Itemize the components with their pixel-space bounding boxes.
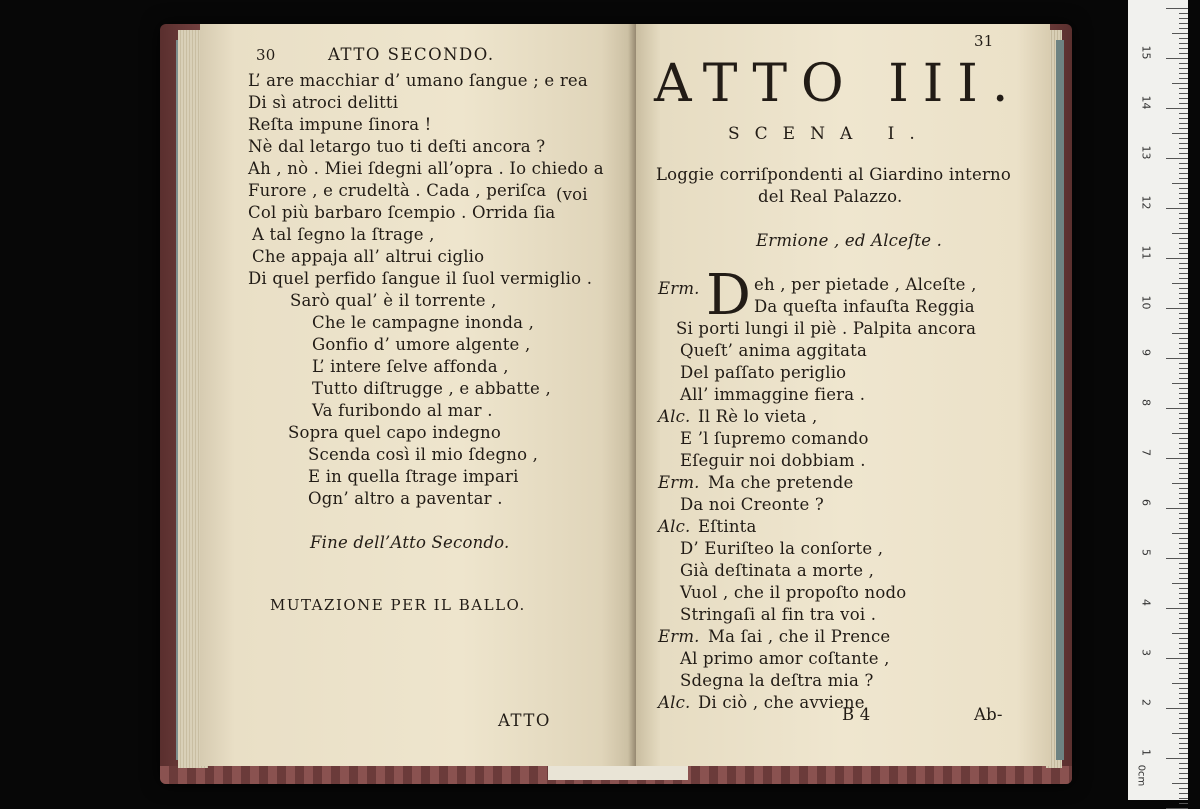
right-page-number: 31 [974,32,994,50]
dialogue-line: Vuol , che il propoſto nodo [680,583,907,602]
ruler-tick [1179,518,1188,519]
ruler-tick [1179,548,1188,549]
ruler-tick [1179,678,1188,679]
ruler-tick [1179,713,1188,714]
ruler-tick [1179,418,1188,419]
catchword: ATTO [498,711,551,730]
ruler-unit: 0cm [1135,764,1147,787]
ruler-tick [1179,413,1188,414]
right-page [636,24,1050,766]
aria-line: Tutto diſtrugge , e abbatte , [312,379,551,398]
ruler-number: 7 [1139,449,1153,456]
ruler-tick [1179,673,1188,674]
aria-line: Sarò qual’ è il torrente , [290,291,497,310]
dialogue-line: Di ciò , che avviene [698,693,865,712]
ruler-tick [1179,493,1188,494]
ruler-tick [1179,363,1188,364]
dialogue-line: E ’l ſupremo comando [680,429,869,448]
verse-line: Nè dal letargo tuo ti deſti ancora ? [248,137,546,156]
ruler-tick [1179,313,1188,314]
ruler-tick [1172,383,1188,384]
ruler-tick [1179,703,1188,704]
ruler-tick [1179,293,1188,294]
ruler-tick [1166,408,1188,409]
ruler-tick [1179,63,1188,64]
ruler-tick [1179,188,1188,189]
verse-line: L’ are macchiar d’ umano ſangue ; e rea [248,71,588,90]
ruler-tick [1179,248,1188,249]
ruler-tick [1179,73,1188,74]
dialogue-line: Il Rè lo vieta , [698,407,818,426]
verse-line: Che appaja all’ altrui ciglio [252,247,485,266]
ruler-tick [1179,288,1188,289]
characters-line: Ermione , ed Alceſte . [756,231,943,250]
ruler-tick [1179,298,1188,299]
ruler-tick [1179,513,1188,514]
ruler-tick [1179,423,1188,424]
ruler-tick [1179,198,1188,199]
ruler-tick [1179,173,1188,174]
scene-heading: SCENA I. [728,124,930,144]
ruler-number: 1 [1139,749,1153,756]
ruler-tick [1179,143,1188,144]
ruler-tick [1179,603,1188,604]
ruler-tick [1179,203,1188,204]
ruler-tick [1179,123,1188,124]
ruler-tick [1179,273,1188,274]
ruler-tick [1179,448,1188,449]
left-page-number: 30 [256,46,276,64]
ruler-tick [1166,458,1188,459]
verse-line: Ah , nò . Miei ſdegni all’opra . Io chiedo a [248,159,604,178]
ruler-tick [1179,668,1188,669]
ruler-tick [1179,148,1188,149]
aria-line: Che le campagne inonda , [312,313,535,332]
ruler-tick [1179,623,1188,624]
ruler-tick [1179,588,1188,589]
ruler-tick [1179,543,1188,544]
aria-line: Sopra quel capo indegno [288,423,502,442]
speaker-label: Erm. [658,473,700,492]
ruler-tick [1172,783,1188,784]
ruler-tick [1172,333,1188,334]
ruler-tick [1179,568,1188,569]
ruler-tick [1166,658,1188,659]
ruler-tick [1166,258,1188,259]
speaker-label: Alc. [658,407,691,426]
ruler-tick [1179,503,1188,504]
ruler-tick [1179,523,1188,524]
spine-label-strip [548,764,688,780]
ruler-tick [1179,498,1188,499]
ruler-tick [1179,443,1188,444]
ruler-tick [1179,738,1188,739]
verse-line: Col più barbaro ſcempio . Orrida ſia [248,203,556,222]
drop-capital: D [706,263,751,328]
ruler-number: 14 [1139,95,1153,110]
signature-mark: B 4 [842,705,871,724]
ruler-tick [1179,648,1188,649]
ruler-number: 10 [1139,295,1153,310]
ruler-tick [1179,193,1188,194]
ruler-tick [1179,553,1188,554]
ruler-tick [1179,168,1188,169]
ruler-tick [1166,608,1188,609]
ruler-tick [1179,438,1188,439]
ruler-tick [1179,593,1188,594]
aria-line: Ogn’ altro a paventar . [308,489,503,508]
ruler-number: 6 [1139,499,1153,506]
ruler-tick [1179,253,1188,254]
ruler-tick [1179,463,1188,464]
ruler-tick [1172,33,1188,34]
ruler-tick [1172,183,1188,184]
verse-line: A tal ſegno la ſtrage , [252,225,435,244]
ruler-tick [1179,238,1188,239]
ruler-tick [1179,223,1188,224]
ruler-tick [1179,278,1188,279]
verse-line: Reſta impune ſinora ! [248,115,432,134]
ruler-tick [1179,348,1188,349]
ruler-number: 3 [1139,649,1153,656]
verse-line: Di quel perfido ſangue il ſuol vermiglio . [248,269,593,288]
dialogue-line: Queſt’ anima aggitata [680,341,867,360]
ruler-tick [1179,213,1188,214]
ruler-tick [1179,728,1188,729]
ruler-tick [1166,708,1188,709]
ruler-tick [1179,218,1188,219]
ruler-tick [1179,28,1188,29]
ruler-tick [1172,583,1188,584]
ruler-tick [1179,773,1188,774]
ruler-tick [1179,138,1188,139]
speaker-label: Erm. [658,627,700,646]
ruler-tick [1172,283,1188,284]
ruler-tick [1179,428,1188,429]
ruler-tick [1179,563,1188,564]
ruler-tick [1166,358,1188,359]
ruler-tick [1179,343,1188,344]
ruler-tick [1179,388,1188,389]
ruler-tick [1179,48,1188,49]
ruler-tick [1179,128,1188,129]
ruler-tick [1179,798,1188,799]
ruler-tick [1166,208,1188,209]
verse-turnover: (voi [556,185,588,204]
ruler-tick [1179,318,1188,319]
ruler-number: 5 [1139,549,1153,556]
ruler-tick [1179,768,1188,769]
ruler-tick [1179,328,1188,329]
ruler-tick [1179,638,1188,639]
ruler-tick [1172,633,1188,634]
scene-change-heading: MUTAZIONE PER IL BALLO. [270,596,526,614]
ruler-tick [1179,688,1188,689]
aria-line: Gonfio d’ umore algente , [312,335,531,354]
act-title: ATTO III. [654,54,1023,114]
dialogue-line: Si porti lungi il piè . Palpita ancora [676,319,977,338]
ruler-tick [1179,573,1188,574]
aria-line: Va furibondo al mar . [312,401,493,420]
ruler-tick [1166,508,1188,509]
ruler-number: 2 [1139,699,1153,706]
ruler-tick [1179,373,1188,374]
ruler-tick [1179,528,1188,529]
ruler-tick [1179,643,1188,644]
ruler-tick [1179,353,1188,354]
ruler-tick [1179,393,1188,394]
ruler-tick [1179,748,1188,749]
ruler-tick [1172,683,1188,684]
verse-line: Di sì atroci delitti [248,93,399,112]
ruler-tick [1179,693,1188,694]
ruler-tick [1179,723,1188,724]
dialogue-line: D’ Euriſteo la conſorte , [680,539,884,558]
aria-line: E in quella ſtrage impari [308,467,519,486]
speaker-label: Alc. [658,517,691,536]
ruler-tick [1179,303,1188,304]
ruler-tick [1166,558,1188,559]
dialogue-line: Al primo amor coſtante , [680,649,890,668]
ruler-tick [1179,613,1188,614]
ruler-tick [1179,598,1188,599]
ruler-tick [1179,93,1188,94]
ruler-tick [1179,788,1188,789]
ruler-number: 8 [1139,399,1153,406]
ruler-tick [1179,98,1188,99]
ruler-tick [1179,118,1188,119]
aria-line: Scenda così il mio ſdegno , [308,445,539,464]
dialogue-line: Eſeguir noi dobbiam . [680,451,866,470]
ruler-tick [1179,178,1188,179]
ruler-tick [1166,58,1188,59]
ruler-tick [1179,243,1188,244]
ruler-number: 13 [1139,145,1153,160]
catchword: Ab- [974,705,1003,724]
dialogue-line: All’ immaggine fiera . [680,385,866,404]
ruler-tick [1179,468,1188,469]
verse-line: Furore , e crudeltà . Cada , periſca [248,181,547,200]
ruler-tick [1179,153,1188,154]
dialogue-line: Da queſta infauſta Reggia [754,297,975,316]
ruler-tick [1172,533,1188,534]
dialogue-line: Da noi Creonte ? [680,495,824,514]
ruler-tick [1172,233,1188,234]
ruler-tick [1179,718,1188,719]
ruler-tick [1179,403,1188,404]
ruler-tick [1179,323,1188,324]
dialogue-line: Stringaſi al fin tra voi . [680,605,877,624]
ruler-number: 9 [1139,349,1153,356]
ruler-tick [1179,793,1188,794]
ruler-tick [1166,158,1188,159]
ruler-tick [1179,628,1188,629]
ruler-number: 15 [1139,45,1153,60]
ruler-number: 4 [1139,599,1153,606]
ruler-tick [1179,663,1188,664]
ruler-tick [1179,453,1188,454]
ruler-tick [1179,113,1188,114]
dialogue-line: Eſtinta [698,517,757,536]
aria-line: L’ intere ſelve affonda , [312,357,509,376]
ruler-tick [1166,758,1188,759]
dialogue-line: eh , per pietade , Alceſte , [754,275,977,294]
ruler-tick [1172,483,1188,484]
ruler-tick [1172,83,1188,84]
ruler-tick [1179,38,1188,39]
ruler-tick [1172,133,1188,134]
ruler-tick [1179,488,1188,489]
left-running-head: ATTO SECONDO. [328,45,495,64]
dialogue-line: Sdegna la deſtra mia ? [680,671,874,690]
ruler-tick [1179,338,1188,339]
ruler-tick [1179,578,1188,579]
dialogue-line: Già deſtinata a morte , [680,561,875,580]
measuring-ruler [1128,0,1188,800]
ruler-tick [1179,103,1188,104]
ruler-tick [1179,53,1188,54]
ruler-tick [1179,263,1188,264]
ruler-tick [1179,778,1188,779]
ruler-tick [1166,108,1188,109]
ruler-tick [1172,433,1188,434]
ruler-tick [1179,163,1188,164]
dialogue-line: Del paſſato periglio [680,363,847,382]
ruler-tick [1179,698,1188,699]
setting-line: Loggie corriſpondenti al Giardino interno [656,165,1011,184]
ruler-tick [1179,88,1188,89]
ruler-tick [1179,43,1188,44]
speaker-label: Alc. [658,693,691,712]
ruler-tick [1179,68,1188,69]
ruler-tick [1172,733,1188,734]
ruler-tick [1179,398,1188,399]
ruler-tick [1179,618,1188,619]
ruler-tick [1179,18,1188,19]
ruler-tick [1179,78,1188,79]
ruler-tick [1179,743,1188,744]
right-page-edge-tint [1056,40,1064,760]
ruler-tick [1179,478,1188,479]
ruler-tick [1166,8,1188,9]
ruler-tick [1179,473,1188,474]
ruler-tick [1179,653,1188,654]
dialogue-line: Ma ſai , che il Prence [708,627,891,646]
ruler-tick [1179,368,1188,369]
setting-line: del Real Palazzo. [758,187,903,206]
ruler-tick [1179,753,1188,754]
ruler-tick [1179,378,1188,379]
ruler-tick [1179,538,1188,539]
end-of-act: Fine dell’Atto Secondo. [310,533,510,552]
ruler-tick [1179,13,1188,14]
ruler-tick [1166,308,1188,309]
ruler-tick [1179,23,1188,24]
ruler-tick [1179,803,1188,804]
ruler-tick [1179,763,1188,764]
ruler-tick [1179,228,1188,229]
dialogue-line: Ma che pretende [708,473,854,492]
ruler-number: 12 [1139,195,1153,210]
speaker-label: Erm. [658,279,700,298]
left-page [200,24,636,766]
ruler-number: 11 [1139,245,1153,260]
ruler-tick [1179,268,1188,269]
